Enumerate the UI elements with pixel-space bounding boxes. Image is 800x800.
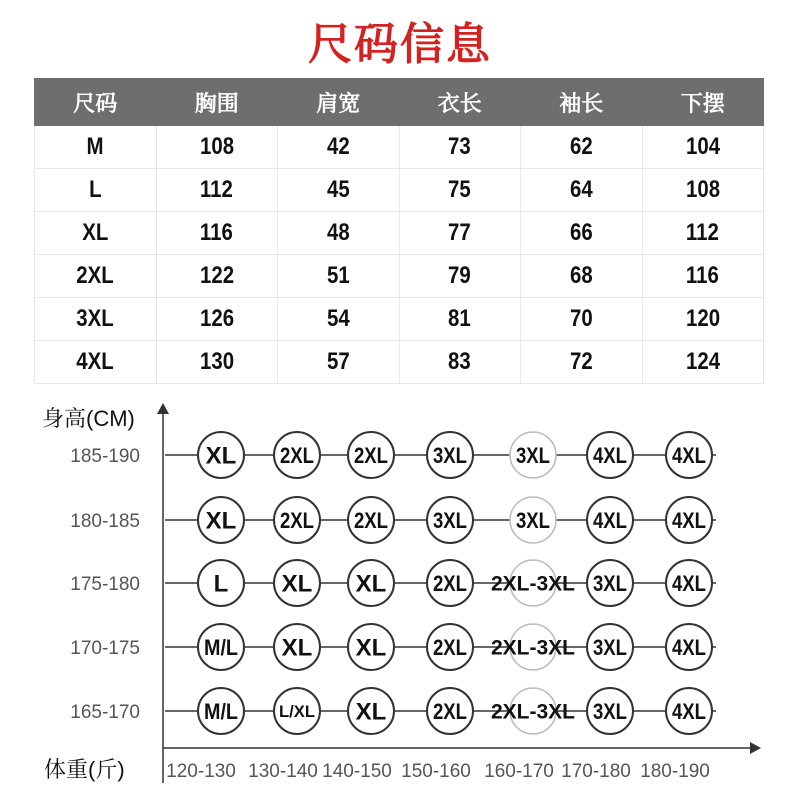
x-axis-arrow bbox=[750, 742, 761, 754]
size-label: XL bbox=[205, 507, 237, 535]
size-label: 2XL bbox=[433, 634, 467, 660]
y-axis-arrow bbox=[157, 403, 169, 414]
table-cell: 70 bbox=[521, 298, 643, 341]
size-label: XL bbox=[205, 442, 237, 470]
header-sleeve: 袖长 bbox=[521, 79, 643, 126]
table-cell: 81 bbox=[399, 298, 521, 341]
x-tick-label: 130-140 bbox=[248, 761, 318, 782]
table-cell: 64 bbox=[521, 169, 643, 212]
table-cell: M bbox=[35, 126, 157, 169]
table-cell: 83 bbox=[399, 341, 521, 384]
table-row bbox=[35, 126, 764, 169]
table-cell: 120 bbox=[642, 298, 764, 341]
size-label: 4XL bbox=[593, 507, 627, 533]
size-label: XL bbox=[355, 634, 387, 662]
table-cell: 48 bbox=[278, 212, 400, 255]
size-label: 4XL bbox=[672, 570, 706, 596]
table-cell: 3XL bbox=[35, 298, 157, 341]
size-label: 4XL bbox=[593, 442, 627, 468]
size-label: 3XL bbox=[593, 698, 627, 724]
page-title: 尺码信息 bbox=[308, 19, 492, 70]
size-label: M/L bbox=[204, 634, 238, 660]
x-tick-label: 120-130 bbox=[166, 761, 236, 782]
size-label: 2XL-3XL bbox=[491, 636, 576, 660]
y-tick-label: 180-185 bbox=[70, 511, 140, 532]
size-label: 4XL bbox=[672, 634, 706, 660]
table-row bbox=[35, 212, 764, 255]
size-label: 4XL bbox=[672, 507, 706, 533]
size-label: 3XL bbox=[593, 570, 627, 596]
table-cell: 130 bbox=[156, 341, 278, 384]
y-axis-label: 身高(CM) bbox=[42, 406, 135, 431]
table-cell: 104 bbox=[642, 126, 764, 169]
x-tick-label: 180-190 bbox=[640, 761, 710, 782]
table-cell: 72 bbox=[521, 341, 643, 384]
size-label: 2XL bbox=[354, 442, 388, 468]
table-cell: 112 bbox=[156, 169, 278, 212]
table-row bbox=[35, 255, 764, 298]
table-cell: 68 bbox=[521, 255, 643, 298]
table-cell: XL bbox=[35, 212, 157, 255]
table-cell: 66 bbox=[521, 212, 643, 255]
table-cell: 2XL bbox=[35, 255, 157, 298]
size-label: 3XL bbox=[593, 634, 627, 660]
size-recommendation-chart bbox=[0, 390, 800, 800]
size-label: 3XL bbox=[433, 442, 467, 468]
table-cell: 122 bbox=[156, 255, 278, 298]
size-label: M/L bbox=[204, 698, 238, 724]
table-cell: 126 bbox=[156, 298, 278, 341]
size-label: XL bbox=[281, 570, 313, 598]
table-cell: 108 bbox=[642, 169, 764, 212]
y-tick-label: 170-175 bbox=[70, 638, 140, 659]
table-cell: 45 bbox=[278, 169, 400, 212]
x-axis-label: 体重(斤) bbox=[44, 757, 125, 782]
table-cell: 116 bbox=[156, 212, 278, 255]
size-label: XL bbox=[355, 698, 387, 726]
size-label: 2XL-3XL bbox=[491, 572, 576, 596]
size-label: L bbox=[213, 570, 229, 598]
size-label: 2XL bbox=[433, 570, 467, 596]
table-cell: 73 bbox=[399, 126, 521, 169]
size-label: 2XL bbox=[280, 442, 314, 468]
table-row bbox=[35, 298, 764, 341]
size-label: 4XL bbox=[672, 442, 706, 468]
table-cell: L bbox=[35, 169, 157, 212]
table-row bbox=[35, 341, 764, 384]
table-cell: 4XL bbox=[35, 341, 157, 384]
table-cell: 77 bbox=[399, 212, 521, 255]
table-cell: 75 bbox=[399, 169, 521, 212]
table-cell: 108 bbox=[156, 126, 278, 169]
size-label: 2XL bbox=[280, 507, 314, 533]
x-tick-label: 140-150 bbox=[322, 761, 392, 782]
x-tick-label: 160-170 bbox=[484, 761, 554, 782]
table-cell: 79 bbox=[399, 255, 521, 298]
table-cell: 124 bbox=[642, 341, 764, 384]
x-tick-label: 150-160 bbox=[401, 761, 471, 782]
table-cell: 62 bbox=[521, 126, 643, 169]
size-label: 2XL bbox=[354, 507, 388, 533]
header-hem: 下摆 bbox=[642, 79, 764, 126]
size-label: XL bbox=[281, 634, 313, 662]
table-row bbox=[35, 169, 764, 212]
y-tick-label: 175-180 bbox=[70, 574, 140, 595]
table-cell: 116 bbox=[642, 255, 764, 298]
header-shoulder: 肩宽 bbox=[278, 79, 400, 126]
size-label: 2XL-3XL bbox=[491, 700, 576, 724]
header-chest: 胸围 bbox=[156, 79, 278, 126]
size-measurement-table bbox=[34, 78, 764, 384]
table-cell: 54 bbox=[278, 298, 400, 341]
size-label: XL bbox=[355, 570, 387, 598]
header-size: 尺码 bbox=[35, 79, 157, 126]
size-label: L/XL bbox=[279, 702, 315, 722]
size-label: 3XL bbox=[516, 507, 550, 533]
table-cell: 57 bbox=[278, 341, 400, 384]
table-cell: 42 bbox=[278, 126, 400, 169]
size-label: 3XL bbox=[516, 442, 550, 468]
header-length: 衣长 bbox=[399, 79, 521, 126]
table-header-row bbox=[35, 79, 764, 126]
x-tick-label: 170-180 bbox=[561, 761, 631, 782]
table-cell: 112 bbox=[642, 212, 764, 255]
table-cell: 51 bbox=[278, 255, 400, 298]
size-label: 3XL bbox=[433, 507, 467, 533]
size-label: 4XL bbox=[672, 698, 706, 724]
size-label: 2XL bbox=[433, 698, 467, 724]
y-tick-label: 165-170 bbox=[70, 702, 140, 723]
y-tick-label: 185-190 bbox=[70, 446, 140, 467]
